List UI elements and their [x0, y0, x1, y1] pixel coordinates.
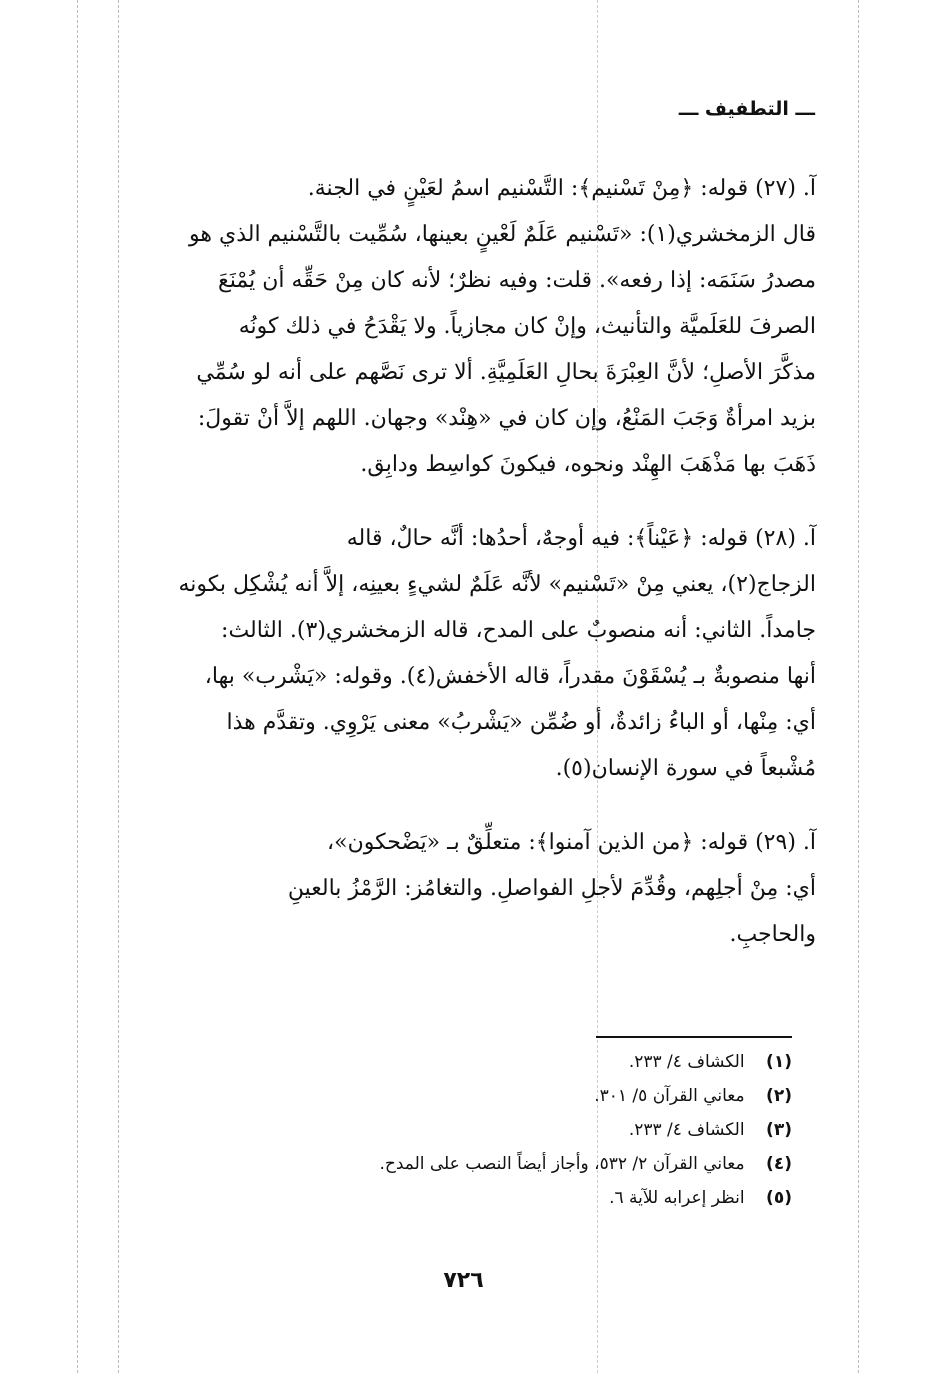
text-line: آ. (٢٩) قوله: ﴿من الذين آمنوا﴾: متعلِّقٌ بـ «يَضْحكون»، — [327, 830, 816, 855]
footnote-number: (٣) — [766, 1120, 792, 1140]
margin-guide-line — [858, 0, 859, 1373]
footnote-number: (١) — [766, 1052, 792, 1072]
text-line: ذَهَبَ بها مَذْهَبَ الهِنْد ونحوه، فيكونَ كواسِط ودابِق. — [360, 452, 816, 477]
footnote-item — [152, 1181, 792, 1215]
text-line: آ. (٢٨) قوله: ﴿عَيْناً﴾: فيه أوجهٌ، أحدُها: أنَّه حالٌ، قاله — [346, 526, 816, 551]
footnote-number: (٤) — [766, 1154, 792, 1174]
text-line: مذكَّرَ الأصلِ؛ لأنَّ العِبْرَةَ بحالِ العَلَمِيَّةِ. ألا ترى نَصَّهم على أنه لو سُمِّي — [196, 360, 816, 385]
footnote-text: الكشاف ٤/ ٢٣٣. — [628, 1120, 745, 1140]
footnote-item — [152, 1079, 792, 1113]
footnote-number: (٢) — [766, 1086, 792, 1106]
text-line: جامداً. الثاني: أنه منصوبٌ على المدح، قاله الزمخشري(٣). الثالث: — [221, 618, 816, 643]
paragraph-verse-27 — [98, 166, 816, 488]
footnote-item — [152, 1113, 792, 1147]
footnote-number: (٥) — [766, 1188, 792, 1208]
text-line: قال الزمخشري(١): «تَسْنيم عَلَمٌ لَعْينٍ بعينها، سُمِّيت بالتَّسْنيم الذي هو — [189, 222, 816, 247]
text-line: أنها منصوبةٌ بـ يُسْقَوْنَ مقدراً، قاله الأخفش(٤). وقوله: «يَشْرب» بها، — [204, 664, 816, 689]
text-line: آ. (٢٧) قوله: ﴿مِنْ تَسْنيم﴾: التَّسْنيم اسمُ لعَيْنٍ في الجنة. — [307, 176, 816, 201]
footnote-separator — [596, 1036, 792, 1038]
text-line: الصرفَ للعَلَميَّة والتأنيث، وإنْ كان مجازياً. ولا يَقْدَحُ في ذلك كونُه — [238, 314, 816, 339]
text-line: أي: مِنْ أجلِهم، وقُدِّمَ لأجلِ الفواصلِ. والتغامُز: الرَّمْزُ بالعينِ — [287, 876, 816, 901]
page-number: ٧٢٦ — [443, 1268, 484, 1293]
running-header: ـــ التطفيف ـــ — [678, 98, 815, 120]
footnote-text: معاني القرآن ٢/ ٥٣٢، وأجاز أيضاً النصب على المدح. — [379, 1154, 745, 1174]
footnote-item — [152, 1147, 792, 1181]
text-line: مُشْبعاً في سورة الإنسان(٥). — [555, 756, 816, 781]
text-line: أي: مِنْها، أو الباءُ زائدةٌ، أو ضُمِّن «يَشْربُ» معنى يَرْوِي. وتقدَّم هذا — [226, 710, 816, 735]
margin-guide-line — [77, 0, 78, 1373]
text-line: مصدرُ سَنَمَه: إذا رفعه». قلت: وفيه نظرٌ؛ لأنه كان مِنْ حَقِّه أن يُمْنَعَ — [218, 268, 816, 293]
main-text — [98, 166, 816, 986]
text-line: الزجاج(٢)، يعني مِنْ «تَسْنيم» لأنَّه عَلَمٌ لشيءٍ بعينِه، إلاَّ أنه يُشْكِل بكونه — [178, 572, 816, 597]
paragraph-verse-28 — [98, 516, 816, 792]
footnotes — [152, 1045, 792, 1215]
text-line: بزيد امرأةٌ وَجَبَ المَنْعُ، وإن كان في «هِنْد» وجهان. اللهم إلاَّ أنْ تقولَ: — [197, 406, 816, 431]
footnote-text: الكشاف ٤/ ٢٣٣. — [628, 1052, 745, 1072]
text-line: والحاجبِ. — [729, 922, 816, 947]
footnote-text: معاني القرآن ٥/ ٣٠١. — [594, 1086, 745, 1106]
footnote-text: انظر إعرابه للآية ٦. — [609, 1188, 745, 1208]
footnote-item — [152, 1045, 792, 1079]
paragraph-verse-29 — [98, 820, 816, 958]
